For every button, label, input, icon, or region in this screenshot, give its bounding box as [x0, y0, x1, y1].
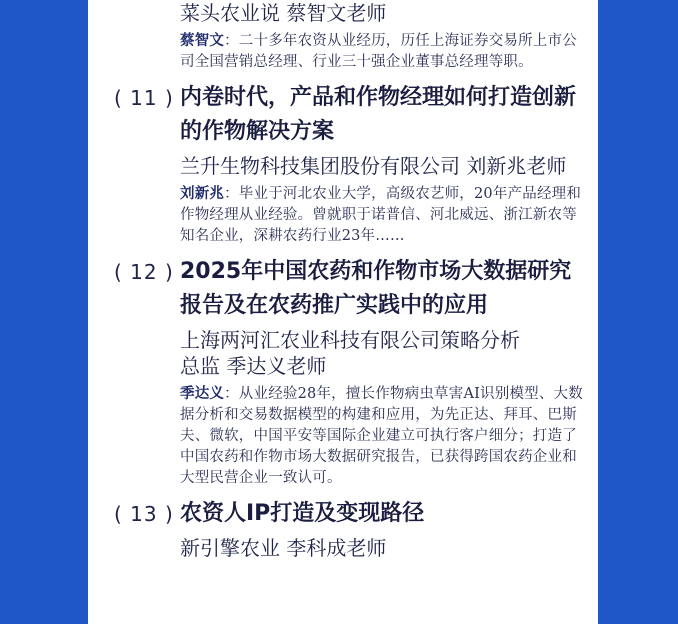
bio-text: ：从业经验28年，擅长作物病虫草害AI识别模型、大数据分析和交易数据模型的构建和应用，为先正达、拜耳、巴斯夫、微软，中国平安等国际企业建立可执行客户细分；打造了中国农药和作物市场大数据研究报告，已获得跨国农药企业和大型民营企业一致认可。 [180, 386, 583, 486]
bio-name: 刘新兆 [180, 185, 225, 202]
speaker-bio [102, 383, 590, 489]
item-title: 农资人IP打造及变现路径 [180, 501, 425, 526]
speaker-name: 新引擎农业 李科成老师 [180, 536, 387, 560]
item-number: ( 11 ) [114, 86, 174, 110]
item-number: ( 12 ) [114, 260, 174, 284]
speaker-bio [102, 30, 590, 73]
agenda-item-12 [102, 255, 590, 489]
item-title: 内卷时代，产品和作物经理如何打造创新的作物解决方案 [180, 85, 577, 144]
speaker-name: 上海两河汇农业科技有限公司策略分析 [180, 328, 520, 352]
speaker-name: 菜头农业说 蔡智文老师 [180, 1, 387, 25]
agenda-item-10 [102, 0, 590, 73]
item-title: 2025年中国农药和作物市场大数据研究报告及在农药推广实践中的应用 [180, 259, 572, 318]
speaker-name-line-2: 总监 季达义老师 [180, 354, 327, 378]
speaker-bio [102, 183, 590, 247]
bio-text: ：二十多年农资从业经历，历任上海证券交易所上市公司全国营销总经理、行业三十强企业董事总经理等职。 [180, 33, 577, 70]
bio-name: 蔡智文 [180, 32, 225, 49]
agenda-item-13 [102, 497, 590, 561]
speaker-name: 兰升生物科技集团股份有限公司 刘新兆老师 [180, 154, 567, 178]
content-card [88, 0, 598, 624]
agenda-item-11 [102, 81, 590, 247]
bio-name: 季达义 [180, 385, 225, 402]
item-number: ( 13 ) [114, 502, 174, 526]
agenda-list [88, 0, 598, 561]
bio-text: ：毕业于河北农业大学，高级农艺师，20年产品经理和作物经理从业经验。曾就职于诺普信、河北威远、浙江新农等知名企业，深耕农药行业23年…… [180, 186, 582, 244]
